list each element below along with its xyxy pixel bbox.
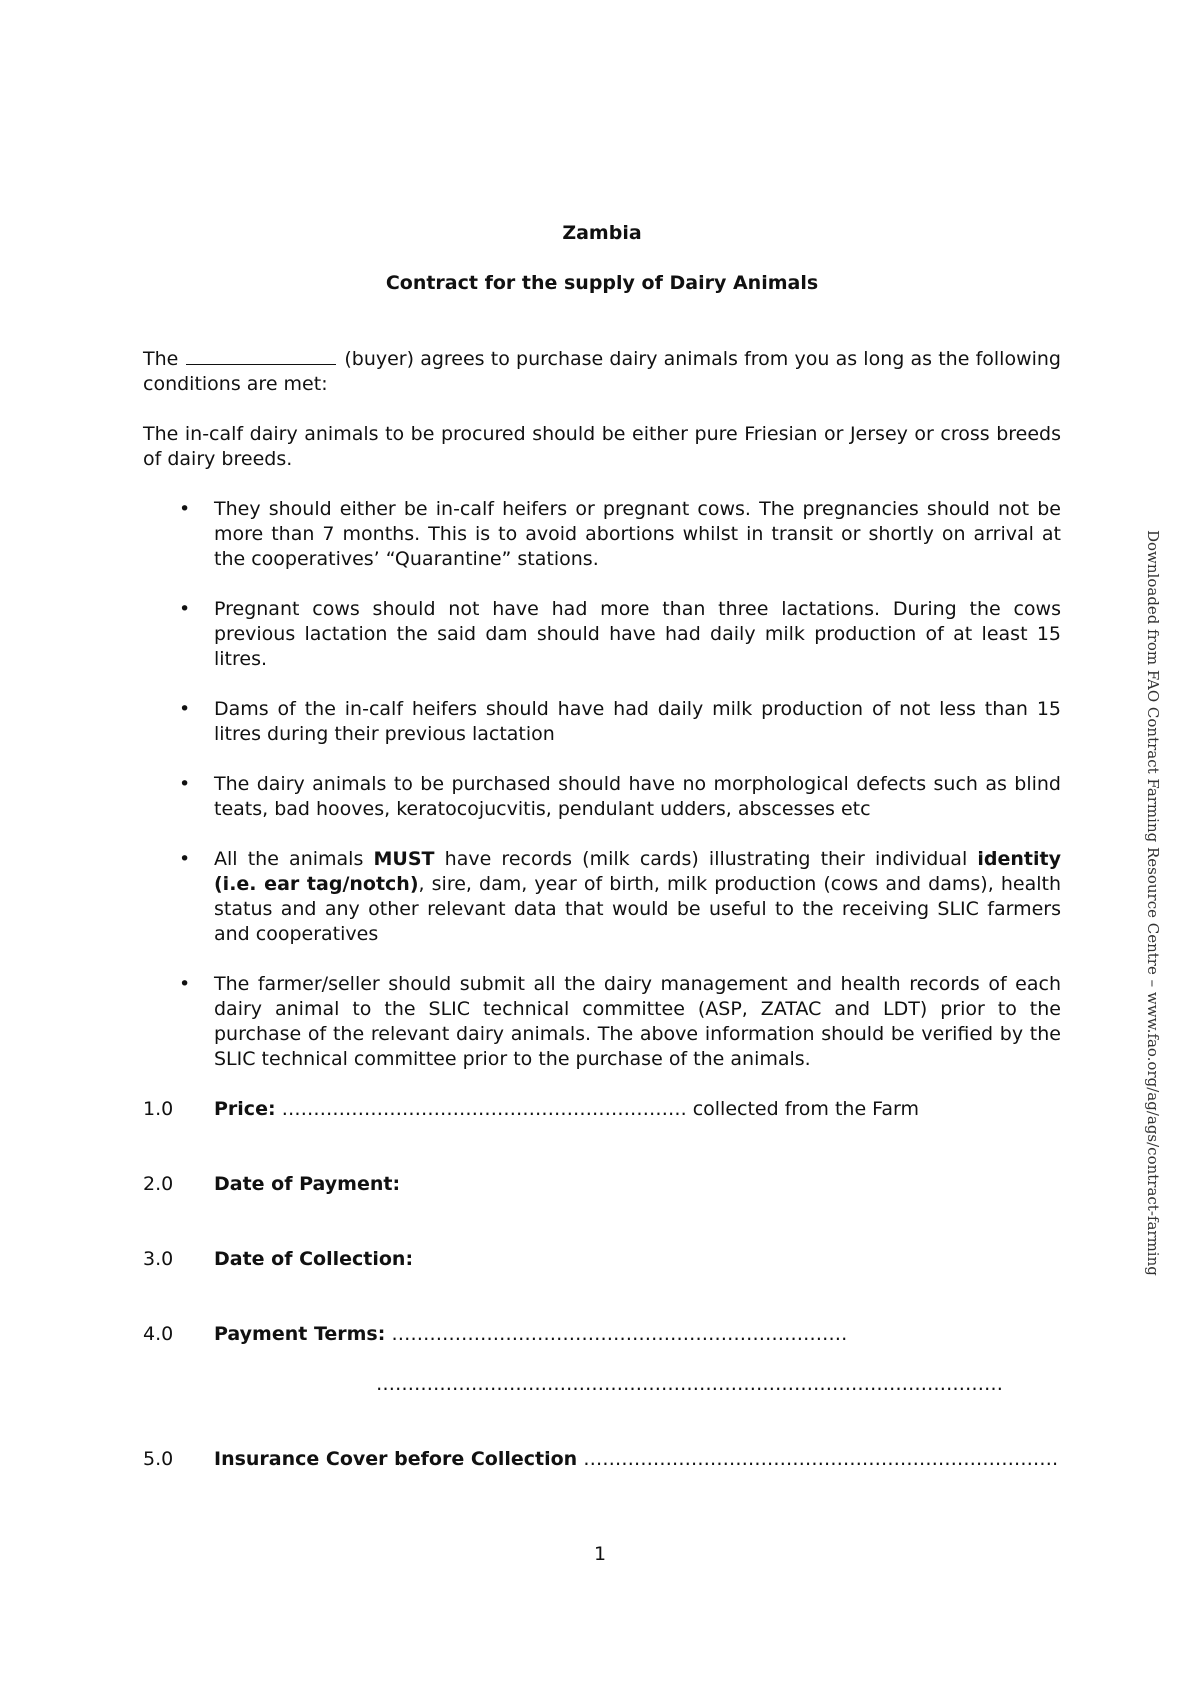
section-number: 1.0 [143,1098,174,1120]
page-number: 1 [593,1543,607,1565]
bullet-icon: • [179,773,191,795]
section-price: 1.0 Price: ………………………………………………………. collected from the Farm [143,1098,919,1120]
list-item: • Pregnant cows should not have had more than three lactations. During the cows previous lactation the said dam should have had daily milk production of at least 15 litres. [179,598,1061,670]
fill-in-dots: ………………………………………………………………… [583,1448,1059,1470]
bullet-icon: • [179,698,191,720]
document-subtitle: Contract for the supply of Dairy Animals [385,272,819,294]
intro-paragraph: The (buyer) agrees to purchase dairy animals from you as long as the following conditions are met: [143,348,1061,395]
document-title: Zambia [562,222,642,244]
bullet-icon: • [179,848,191,870]
section-number: 4.0 [143,1323,174,1345]
buyer-name-blank [186,346,336,365]
section-label: Date of Collection: [214,1248,414,1270]
conditions-list [143,497,1061,1072]
list-item: • All the animals MUST have records (milk cards) illustrating their individual identity (i.e. ear tag/notch), sire, dam, year of birth, milk production (cows and dams), health status and any other relevant data that would be useful to the receiving SLIC farmers and cooperatives [179,848,1061,945]
section-payment-terms [143,1322,1061,1347]
bullet-icon: • [179,598,191,620]
contract-sections [143,1097,1061,1472]
list-item: • The dairy animals to be purchased should have no morphological defects such as blind teats, bad hooves, keratocojucvitis, pendulant udders, abscesses etc [179,773,1061,820]
payment-terms-continuation: ……………………………………………………………………………………… [376,1373,1003,1395]
list-item: • The farmer/seller should submit all the dairy management and health records of each dairy animal to the SLIC technical committee (ASP, ZATAC and LDT) prior to the purchase of the relevant dairy animals. The above information should be verified by the SLIC technical committee prior to the purchase of the animals. [179,973,1061,1070]
list-item: • They should either be in-calf heifers or pregnant cows. The pregnancies should not be more than 7 months. This is to avoid abortions whilst in transit or shortly on arrival at the cooperatives’ “Quarantine” stations. [179,498,1061,570]
contract-body [143,221,1061,1472]
section-insurance-cover [143,1447,1061,1472]
section-date-of-payment [143,1172,1061,1197]
list-item: • Dams of the in-calf heifers should have had daily milk production of not less than 15 litres during their previous lactation [179,698,1061,745]
bullet-icon: • [179,973,191,995]
bullet-icon: • [179,498,191,520]
section-number: 3.0 [143,1248,174,1270]
fill-in-dots: ………………………………………………………. [281,1098,687,1120]
section-label: Insurance Cover before Collection [214,1448,578,1470]
breeds-paragraph: The in-calf dairy animals to be procured should be either pure Friesian or Jersey or cross breeds of dairy breeds. [143,423,1061,470]
section-label: Price: [214,1098,276,1120]
download-watermark: Downloaded from FAO Contract Farming Resource Centre – www.fao.org/ag/ags/contract-farming [1144,530,1162,1276]
fill-in-dots: ……………………………………………………………… [391,1323,848,1345]
section-date-of-collection [143,1247,1061,1272]
section-label: Date of Payment: [214,1173,401,1195]
section-number: 2.0 [143,1173,174,1195]
section-label: Payment Terms: [214,1323,386,1345]
section-number: 5.0 [143,1448,174,1470]
